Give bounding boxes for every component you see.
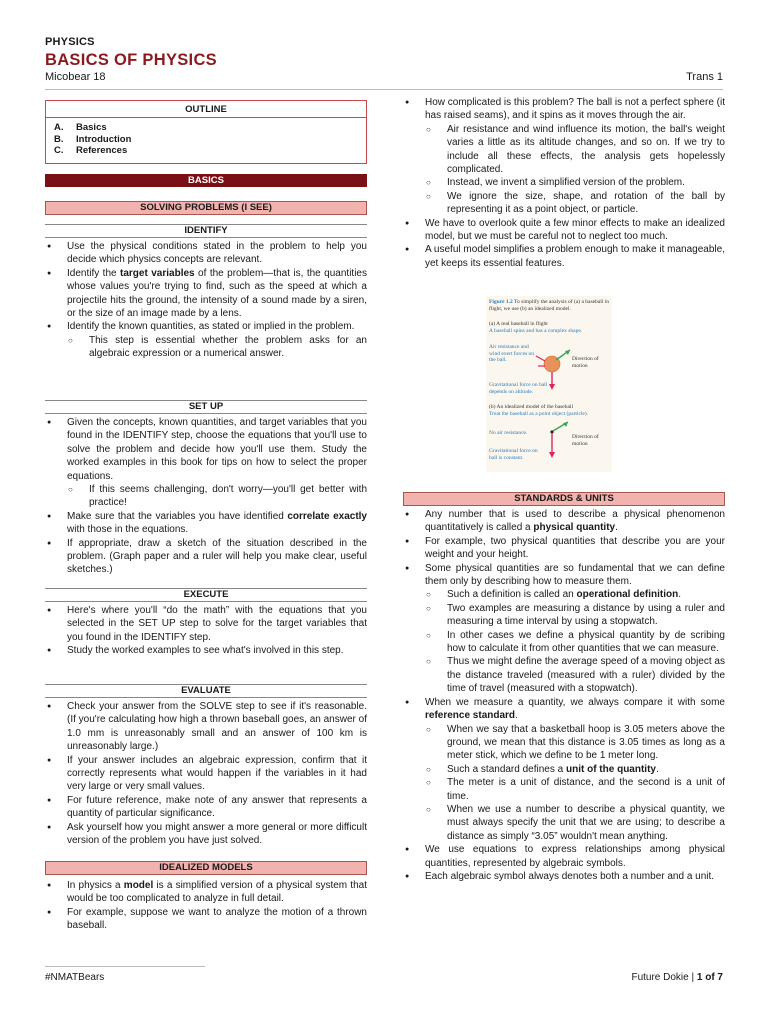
list-item: ● We have to overlook quite a few minor effects to make an idealized model, but we must be careful not to neglect too much. bbox=[403, 217, 725, 244]
sub-list-item: ○ When we say that a basketball hoop is 3.05 meters above the ground, we mean that this distance is 3.05 times as long as a meter stick, which we define to be 1 meter long. bbox=[425, 723, 725, 763]
sub-list-item: ○ Such a definition is called an operational definition. bbox=[425, 588, 725, 601]
list-item: ● Check your answer from the SOLVE step to see if it's reasonable. (If you're calculating how high a thrown baseball goes, an answer of 1.0 mm is unreasonably small and an answer of 100 km is unreasonably large.) bbox=[45, 700, 367, 754]
outline-box bbox=[45, 100, 367, 164]
list-item: ● Study the worked examples to see what's involved in this step. bbox=[45, 644, 367, 657]
heading-setup: SET UP bbox=[45, 400, 367, 414]
list-item: ● Here's where you'll “do the math” with the equations that you selected in the SET UP step to solve for the target variables that you found in the IDENTIFY step. bbox=[45, 604, 367, 644]
figure-caption: Figure 1.2 To simplify the analysis of (a) a baseball in flight, we use (b) an idealized model. bbox=[489, 299, 609, 312]
list-item: ● Any number that is used to describe a physical phenomenon quantitatively is called a physical quantity. bbox=[403, 508, 725, 535]
figure-b-gravity: Gravitational force on ball is constant. bbox=[489, 448, 538, 461]
figure-a-title: (a) A real baseball in flight bbox=[489, 321, 548, 327]
setup-list bbox=[45, 416, 367, 577]
list-item: ● If your answer includes an algebraic expression, confirm that it correctly represents what would happen if the variables in it had very large or very small values. bbox=[45, 754, 367, 794]
list-item: ● Use the physical conditions stated in the problem to help you decide which physics concepts are relevant. bbox=[45, 240, 367, 267]
list-item: ● When we measure a quantity, we always compare it with some reference standard. ○ When we say that a basketball hoop is 3.05 meters above the ground, we mean that this distance is 3.05 times as long as a meter stick, which we define to be 1 meter long. ○ Such a standard defines a unit of the quantity. ○ The meter is a unit of distance, and the second is a unit of time. ○ When we use a number to describe a physical quantity, we must always specify the unit that we are using; to describe a distance as simply “3.05” wouldn't mean anything. bbox=[403, 696, 725, 843]
figure-b-subtitle: Treat the baseball as a point object (particle). bbox=[489, 411, 589, 417]
list-item: ● Identify the known quantities, as stated or implied in the problem. ○ This step is essential whether the problem asks for an algebraic expression or a numerical answer. bbox=[45, 320, 367, 360]
gravity-arrowhead-a bbox=[549, 384, 555, 390]
list-item: ● A useful model simplifies a problem enough to make it manageable, yet keeps its essential features. bbox=[403, 243, 725, 270]
air-force-arrow-1 bbox=[536, 356, 545, 361]
sub-list-item: ○ Thus we might define the average speed of a moving object as the distance traveled (measured with a ruler) divided by the time of travel (measured with a stopwatch). bbox=[425, 655, 725, 695]
list-item: ● For future reference, make note of any answer that represents a quantity of particular significance. bbox=[45, 794, 367, 821]
evaluate-list bbox=[45, 700, 367, 847]
author-label: Micobear 18 bbox=[45, 71, 106, 83]
subsection-heading-solving: SOLVING PROBLEMS (I SEE) bbox=[45, 201, 367, 215]
heading-identify: IDENTIFY bbox=[45, 224, 367, 238]
subsection-heading-idealized: IDEALIZED MODELS bbox=[45, 861, 367, 875]
outline-heading: OUTLINE bbox=[46, 101, 366, 118]
list-item: ● In physics a model is a simplified version of a physical system that would be too complicated to analyze in full detail. bbox=[45, 879, 367, 906]
sub-list-item: ○ Such a standard defines a unit of the quantity. bbox=[425, 763, 725, 776]
sub-list-item: ○ We ignore the size, shape, and rotation of the ball by representing it as a point object, or particle. bbox=[425, 190, 725, 217]
heading-execute: EXECUTE bbox=[45, 588, 367, 602]
gravity-arrowhead-b bbox=[549, 452, 555, 458]
footer-divider bbox=[45, 966, 205, 967]
figure-a-air: Air resistance and wind exert forces on the ball. bbox=[489, 344, 535, 363]
list-item: ● Ask yourself how you might answer a more general or more difficult version of the problem you have just solved. bbox=[45, 821, 367, 848]
heading-evaluate: EVALUATE bbox=[45, 684, 367, 698]
footer-tag: #NMATBears bbox=[45, 972, 105, 983]
execute-list bbox=[45, 604, 367, 658]
sub-list-item: ○ Instead, we invent a simplified version of the problem. bbox=[425, 176, 725, 189]
list-item: ● How complicated is this problem? The ball is not a perfect sphere (it has raised seams), and it spins as it moves through the air. ○ Air resistance and wind influence its motion, the ball's weight varies a little as its altitude changes, and so on. If we try to include all these effects, the analysis gets hopelessly complicated. ○ Instead, we invent a simplified version of the problem. ○ We ignore the size, shape, and rotation of the ball by representing it as a point object, or particle. bbox=[403, 96, 725, 217]
subject-label: PHYSICS bbox=[45, 36, 95, 48]
header-divider bbox=[45, 89, 723, 90]
section-heading-basics: BASICS bbox=[45, 174, 367, 187]
figure-b-direction: Direction of motion bbox=[572, 434, 599, 447]
list-item: ● Each algebraic symbol always denotes both a number and a unit. bbox=[403, 870, 725, 883]
sub-list-item: ○ When we use a number to describe a physical quantity, we must always specify the unit that we are using; to describe a distance as simply “3.05” wouldn't mean anything. bbox=[425, 803, 725, 843]
sub-list-item: ○ In other cases we define a physical quantity by de scribing how to calculate it from other quantities that we can measure. bbox=[425, 629, 725, 656]
list-item: ● For example, suppose we want to analyze the motion of a thrown baseball. bbox=[45, 906, 367, 933]
trans-label: Trans 1 bbox=[686, 71, 723, 83]
outline-item[interactable]: B. Introduction bbox=[54, 133, 132, 145]
model-list bbox=[403, 96, 725, 270]
idealized-list bbox=[45, 879, 367, 933]
list-item: ● Some physical quantities are so fundamental that we can define them only by describing how to measure them. ○ Such a definition is called an operational definition. ○ Two examples are measuring a distance by using a ruler and measuring a time interval by using a stopwatch. ○ In other cases we define a physical quantity by de scribing how to calculate it from other quantities that we can measure. ○ Thus we might define the average speed of a moving object as the distance traveled (measured with a ruler) divided by the time of travel (measured with a stopwatch). bbox=[403, 562, 725, 696]
outline-item[interactable]: C. References bbox=[54, 145, 128, 157]
list-item: ● Identify the target variables of the problem—that is, the quantities whose values you're trying to find, such as the speed at which a projectile hits the ground, the intensity of a sound made by a siren, or the size of an image made by a lens. bbox=[45, 267, 367, 321]
sub-list-item: ○ The meter is a unit of distance, and the second is a unit of time. bbox=[425, 776, 725, 803]
list-item: ● If appropriate, draw a sketch of the situation described in the problem. (Graph paper and a ruler will help you make clear, useful sketches.) bbox=[45, 537, 367, 577]
page-number: Future Dokie | 1 of 7 bbox=[631, 972, 723, 983]
identify-list bbox=[45, 240, 367, 361]
list-item: ● For example, two physical quantities that describe you are your weight and your height. bbox=[403, 535, 725, 562]
figure-a-subtitle: A baseball spins and has a complex shape. bbox=[489, 328, 583, 334]
figure-b-air: No air resistance. bbox=[489, 430, 528, 436]
sub-list-item: ○ Air resistance and wind influence its motion, the ball's weight varies a little as its altitude changes, and so on. If we try to include all these effects, the analysis gets hopelessly complicated. bbox=[425, 123, 725, 177]
figure-b-title: (b) An idealized model of the baseball bbox=[489, 404, 573, 410]
sub-list-item: ○ If this seems challenging, don't worry—you'll get better with practice! bbox=[67, 483, 367, 510]
figure-a-direction: Direction of motion bbox=[572, 356, 599, 369]
outline-list bbox=[46, 118, 366, 163]
subsection-heading-standards: STANDARDS & UNITS bbox=[403, 492, 725, 506]
sub-list-item: ○ Two examples are measuring a distance by using a ruler and measuring a time interval by using a stopwatch. bbox=[425, 602, 725, 629]
outline-item[interactable]: A. Basics bbox=[54, 122, 107, 134]
standards-list bbox=[403, 508, 725, 883]
figure-graphics bbox=[486, 296, 612, 472]
list-item: ● Make sure that the variables you have identified correlate exactly with those in the equations. bbox=[45, 510, 367, 537]
sub-list-item: ○ This step is essential whether the problem asks for an algebraic expression or a numerical answer. bbox=[67, 334, 367, 361]
list-item: ● Given the concepts, known quantities, and target variables that you found in the IDENTIFY step, choose the equations that you'll use to solve the problem and decide how you'll use them. Study the worked examples in this book for tips on how to select the proper equations. ○ If this seems challenging, don't worry—you'll get better with practice! bbox=[45, 416, 367, 510]
figure-a-gravity: Gravitational force on ball depends on altitude. bbox=[489, 382, 548, 395]
baseball-figure bbox=[486, 296, 612, 472]
list-item: ● We use equations to express relationships among physical quantities, represented by algebraic symbols. bbox=[403, 843, 725, 870]
document-title: BASICS OF PHYSICS bbox=[45, 51, 217, 69]
